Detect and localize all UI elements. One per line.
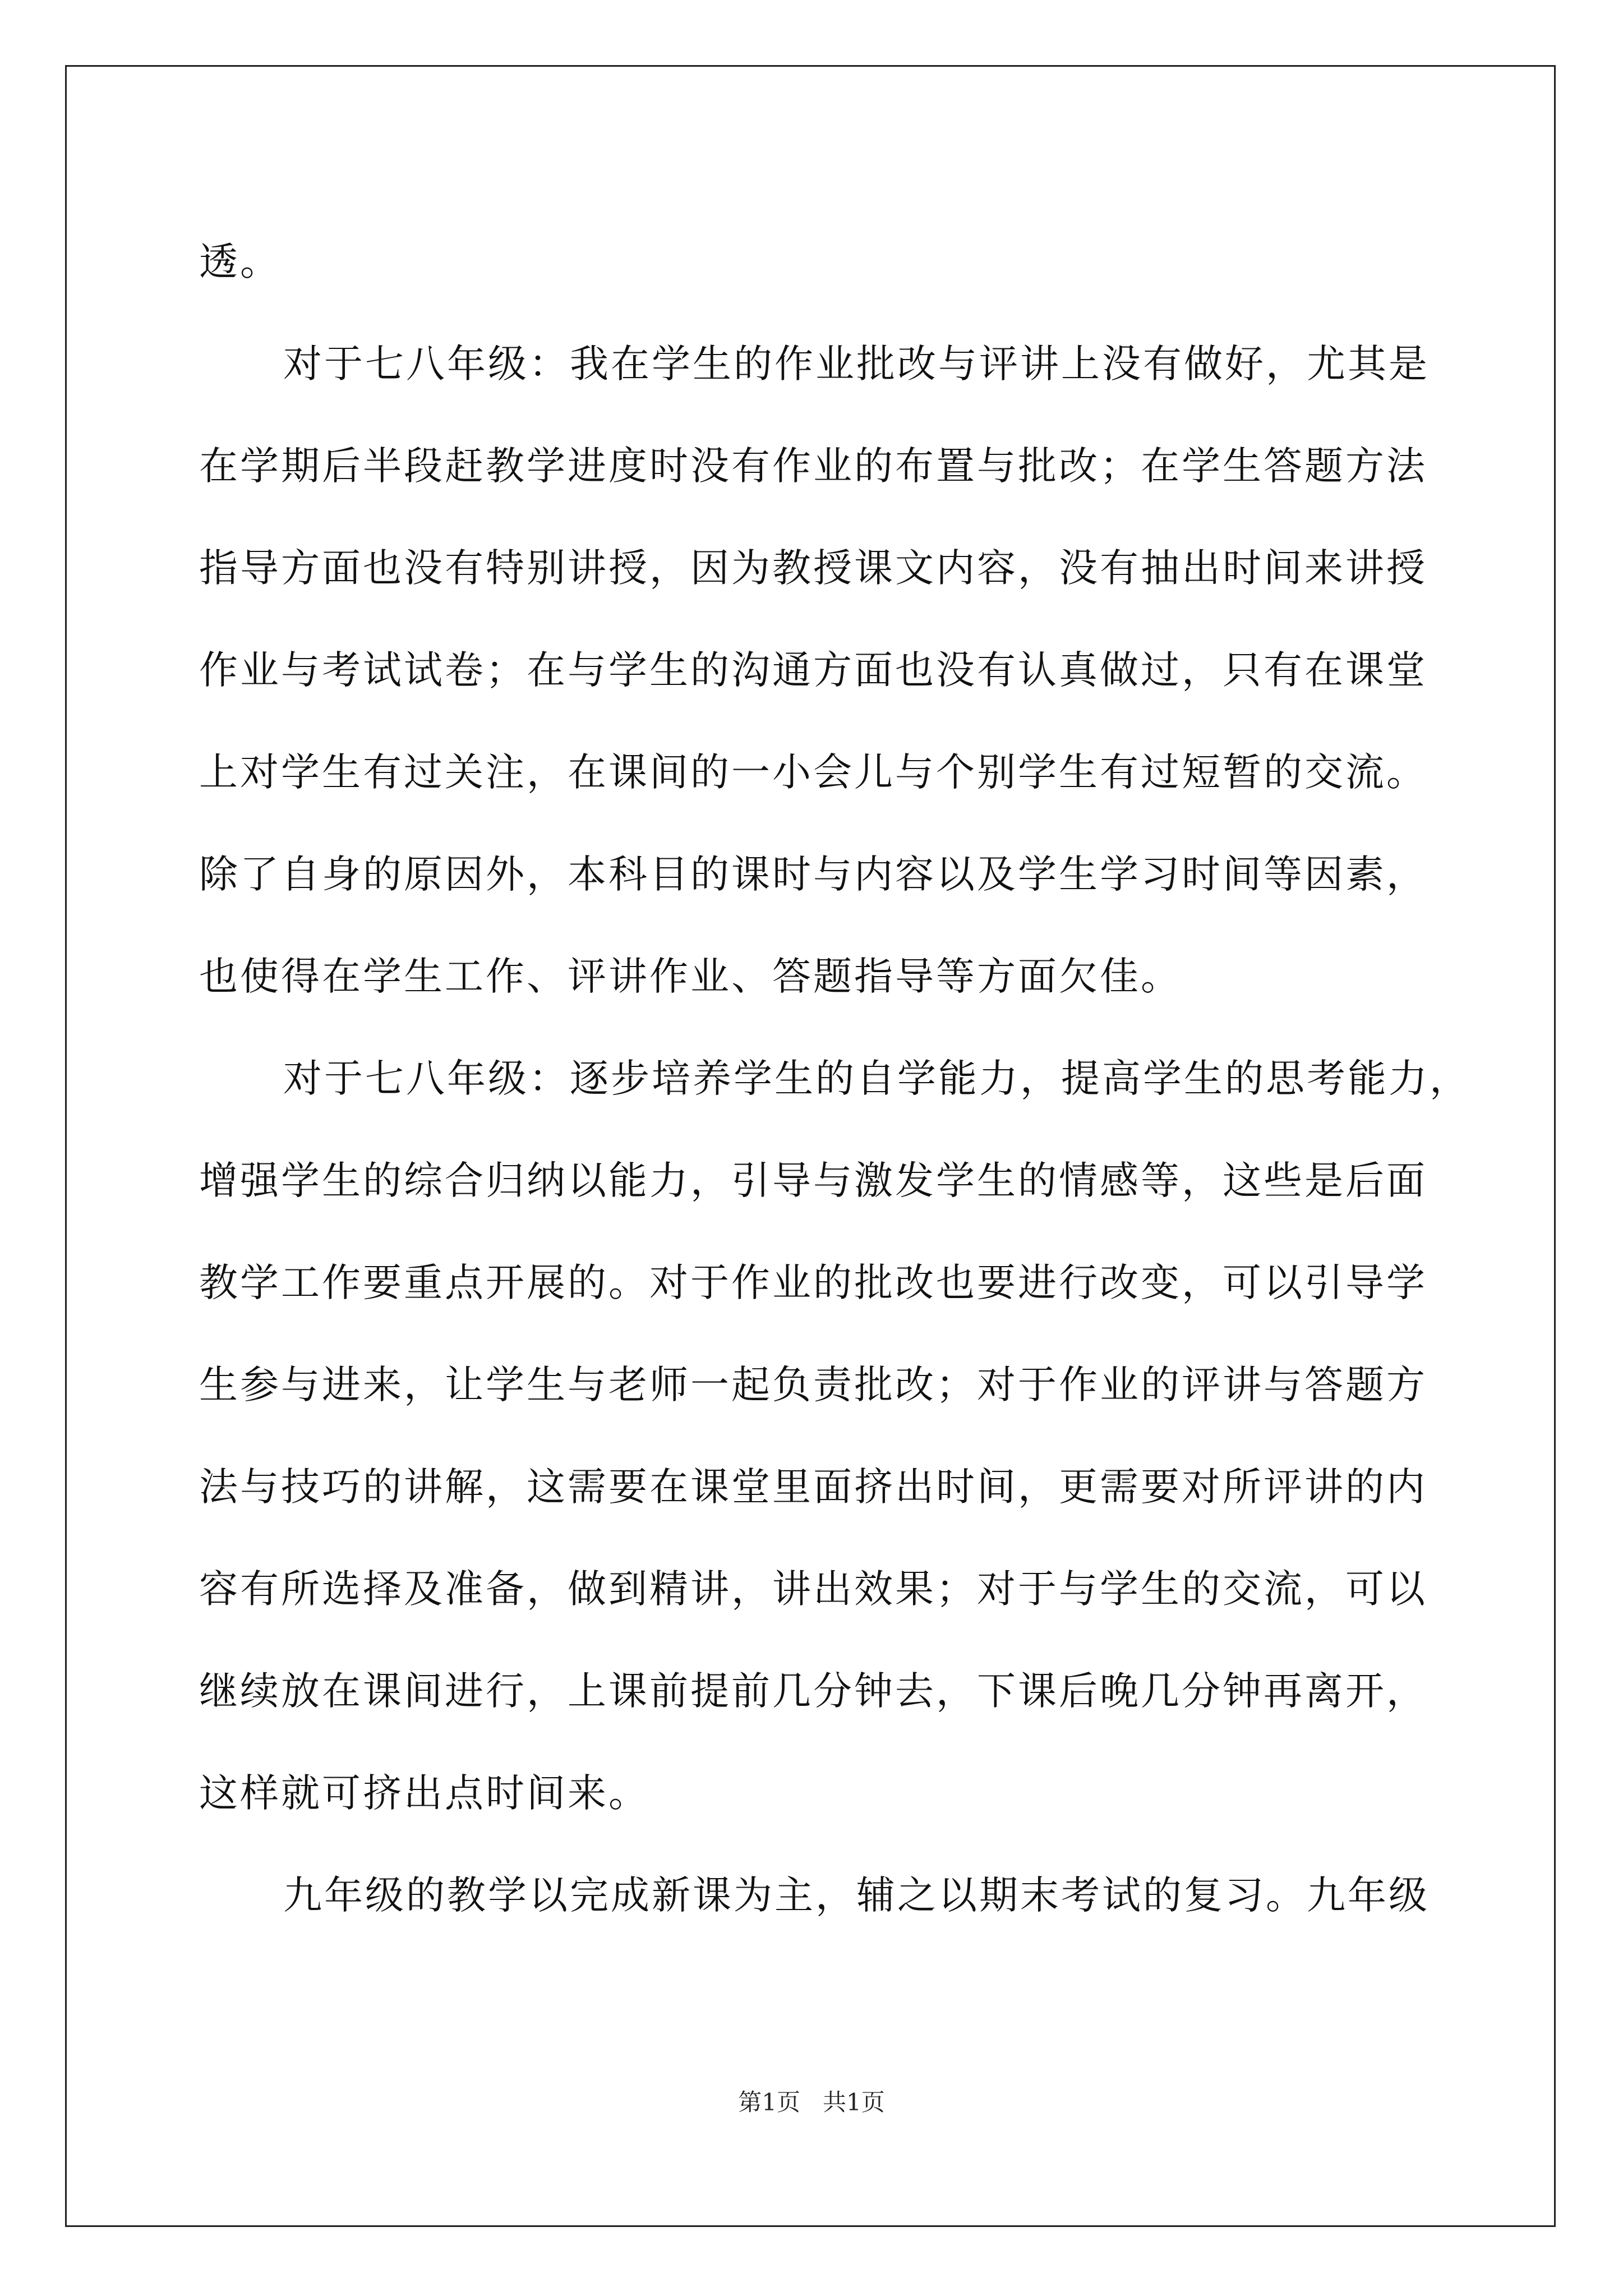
document-body (199, 211, 1470, 1947)
text-line: 容有所选择及准备，做到精讲，讲出效果；对于与学生的交流，可以 (199, 1567, 1427, 1612)
page-number-footer: 第1页 共1页 (738, 2088, 885, 2116)
text-line: 法与技巧的讲解，这需要在课堂里面挤出时间，更需要对所评讲的内 (199, 1465, 1427, 1510)
text-line: 教学工作要重点开展的。对于作业的批改也要进行改变，可以引导学 (199, 1260, 1427, 1305)
text-line: 除了自身的原因外，本科目的课时与内容以及学生学习时间等因素， (199, 852, 1427, 897)
paragraph-start-line: 对于七八年级：逐步培养学生的自学能力，提高学生的思考能力， (283, 1056, 1470, 1101)
text-line: 增强学生的综合归纳以能力，引导与激发学生的情感等，这些是后面 (199, 1158, 1427, 1203)
text-line: 上对学生有过关注，在课间的一小会儿与个别学生有过短暂的交流。 (199, 750, 1427, 795)
paragraph-start-line: 对于七八年级：我在学生的作业批改与评讲上没有做好，尤其是 (283, 342, 1430, 386)
text-line: 作业与考试试卷；在与学生的沟通方面也没有认真做过，只有在课堂 (199, 648, 1427, 693)
paragraph-start-line: 九年级的教学以完成新课为主，辅之以期末考试的复习。九年级 (283, 1873, 1430, 1918)
text-line: 指导方面也没有特别讲授，因为教授课文内容，没有抽出时间来讲授 (199, 546, 1427, 591)
text-line: 也使得在学生工作、评讲作业、答题指导等方面欠佳。 (199, 954, 1182, 999)
text-line: 在学期后半段赶教学进度时没有作业的布置与批改；在学生答题方法 (199, 444, 1427, 489)
text-line: 生参与进来，让学生与老师一起负责批改；对于作业的评讲与答题方 (199, 1363, 1427, 1407)
text-line: 这样就可挤出点时间来。 (199, 1771, 649, 1816)
text-line: 继续放在课间进行，上课前提前几分钟去，下课后晚几分钟再离开， (199, 1669, 1427, 1714)
text-line: 透。 (199, 240, 281, 284)
